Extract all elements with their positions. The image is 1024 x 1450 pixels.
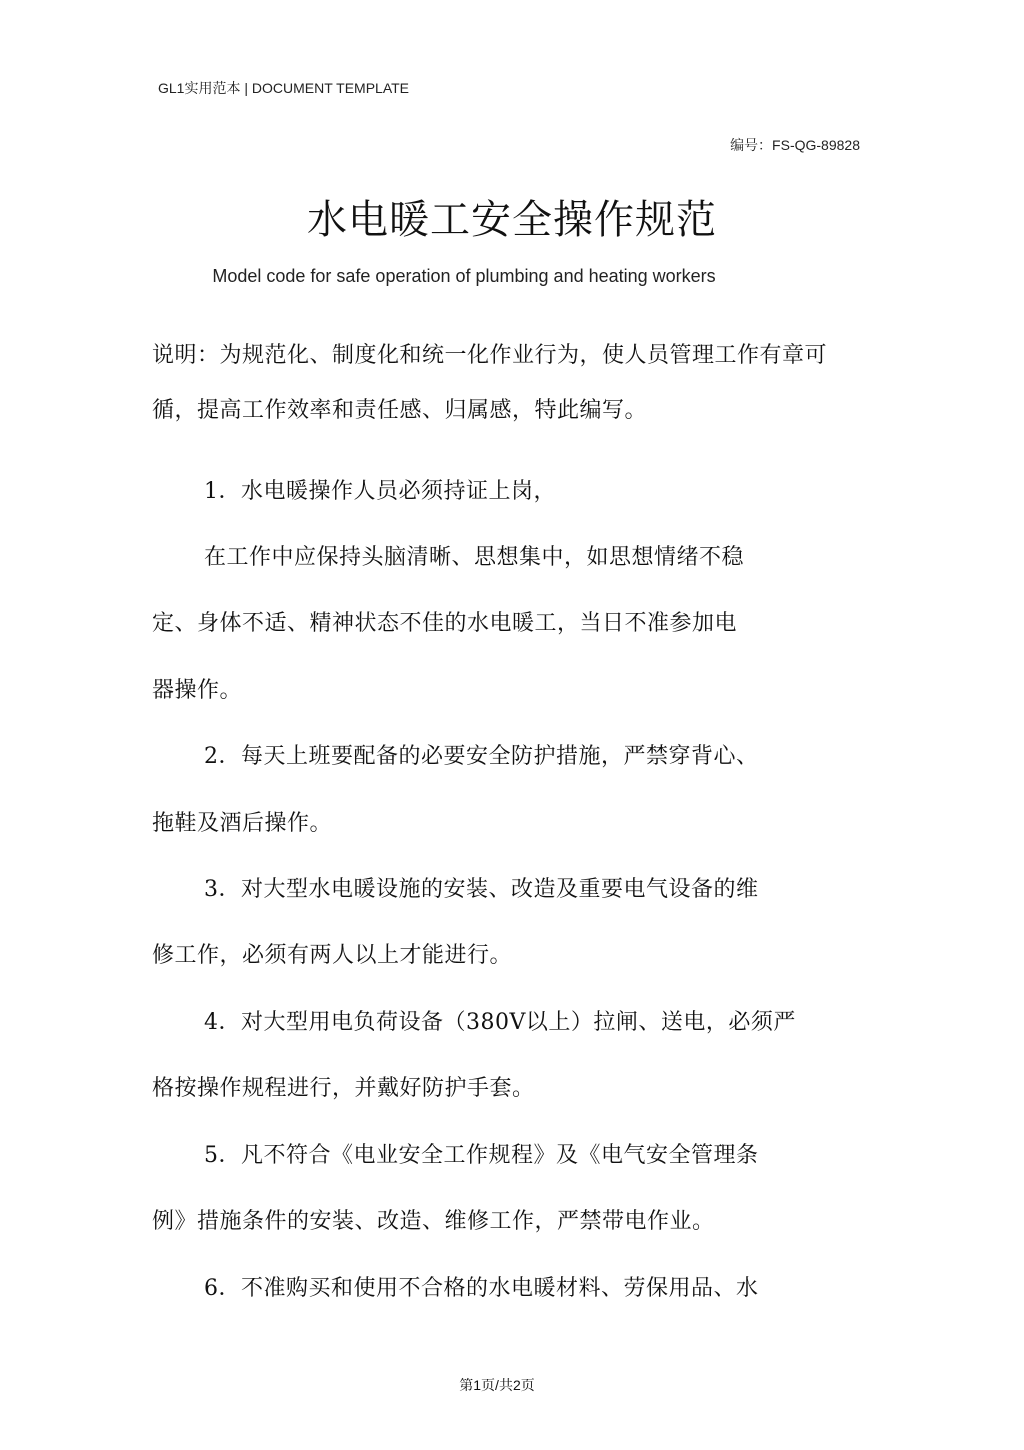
body-line: 4．对大型用电负荷设备（380V以上）拉闸、送电，必须严 bbox=[204, 1010, 796, 1035]
body-line: 6．不准购买和使用不合格的水电暖材料、劳保用品、水 bbox=[204, 1276, 759, 1301]
body-line: 拖鞋及酒后操作。 bbox=[152, 811, 333, 836]
body-line: 格按操作规程进行，并戴好防护手套。 bbox=[152, 1076, 535, 1101]
body-line: 说明：为规范化、制度化和统一化作业行为，使人员管理工作有章可 bbox=[152, 343, 828, 368]
body-line: 1．水电暖操作人员必须持证上岗， bbox=[204, 479, 556, 504]
template-label: GL1实用范本 | DOCUMENT TEMPLATE bbox=[158, 80, 410, 96]
body-line: 循，提高工作效率和责任感、归属感，特此编写。 bbox=[152, 398, 648, 423]
body-line: 例》措施条件的安装、改造、维修工作，严禁带电作业。 bbox=[152, 1209, 715, 1234]
body-line: 3．对大型水电暖设施的安装、改造及重要电气设备的维 bbox=[204, 877, 759, 902]
body-line: 2．每天上班要配备的必要安全防护措施，严禁穿背心、 bbox=[204, 744, 759, 769]
document-title: 水电暖工安全操作规范 bbox=[307, 197, 717, 243]
body-line: 修工作，必须有两人以上才能进行。 bbox=[152, 943, 513, 968]
body-line: 定、身体不适、精神状态不佳的水电暖工，当日不准参加电 bbox=[152, 611, 738, 636]
document-number: 编号：FS-QG-89828 bbox=[730, 137, 860, 153]
body-line: 在工作中应保持头脑清晰、思想集中，如思想情绪不稳 bbox=[204, 545, 745, 570]
document-subtitle: Model code for safe operation of plumbing and heating workers bbox=[212, 266, 716, 286]
body-line: 器操作。 bbox=[152, 678, 243, 703]
page-indicator: 第1页/共2页 bbox=[459, 1377, 535, 1393]
body-line: 5．凡不符合《电业安全工作规程》及《电气安全管理条 bbox=[204, 1143, 759, 1168]
